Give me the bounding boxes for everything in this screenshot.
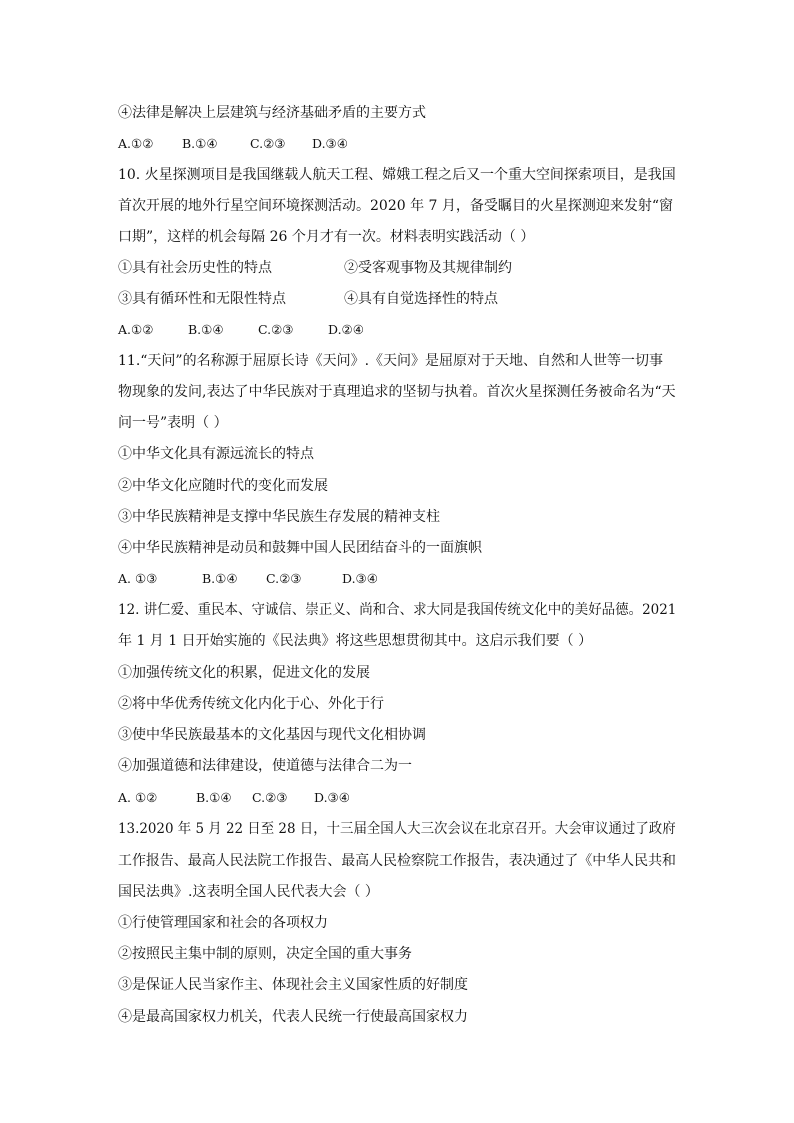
choice-a: A. ①② [118,790,158,805]
option-text: ①加强传统文化的积累，促进文化的发展 [118,665,370,681]
option-text: ④中华民族精神是动员和鼓舞中国人民团结奋斗的一面旗帜 [118,540,482,556]
question-text: 首次开展的地外行星空间环境探测活动。2020 年 7 月，备受瞩目的火星探测迎来发射“窗 [118,198,674,214]
question-text: 物现象的发问,表达了中华民族对于真理追求的坚韧与执着。首次火星探测任务被命名为“天 [118,384,676,400]
option-text: ②按照民主集中制的原则，决定全国的重大事务 [118,946,412,962]
option-pair [118,258,512,278]
choice-c: C.②③ [250,136,286,151]
option-text: ①具有社会历史性的特点 [118,260,272,276]
choice-a: A. ①③ [118,571,158,586]
option-text: ②受客观事物及其规律制约 [344,260,512,276]
option-pair [118,289,498,309]
option-text: ①中华文化具有源远流长的特点 [118,446,314,462]
question-text: 11.“天问”的名称源于屈原长诗《天问》.《天问》是屈原对于天地、自然和人世等一切事 [118,353,664,369]
choice-b: B.①④ [182,136,218,151]
answer-choices [118,134,348,154]
answer-choices [118,320,364,340]
choice-b: B.①④ [202,571,238,586]
choice-a: A.①② [118,136,154,151]
question-text: 12. 讲仁爱、重民本、守诚信、崇正义、尚和合、求大同是我国传统文化中的美好品德。2021 [118,602,677,618]
choice-c: C.②③ [252,790,288,805]
option-text: ④法律是解决上层建筑与经济基础矛盾的主要方式 [118,105,426,121]
choice-a: A.①② [118,322,154,337]
option-text: ①行使管理国家和社会的各项权力 [118,915,328,931]
option-text: ③中华民族精神是支撑中华民族生存发展的精神支柱 [118,509,440,525]
question-text: 年 1 月 1 日开始实施的《民法典》将这些思想贯彻其中。这启示我们要（ ） [118,633,593,649]
question-text: 工作报告、最高人民法院工作报告、最高人民检察院工作报告，表决通过了《中华人民共和 [118,853,676,869]
choice-b: B.①④ [196,790,232,805]
choice-d: D.③④ [314,790,350,805]
choice-c: C.②③ [266,571,302,586]
choice-b: B.①④ [188,322,224,337]
answer-choices [118,788,350,808]
option-text: ④加强道德和法律建设，使道德与法律合二为一 [118,758,412,774]
question-text: 13.2020 年 5 月 22 日至 28 日，十三届全国人大三次会议在北京召开。大会审议通过了政府 [118,821,676,837]
question-text: 国民法典》.这表明全国人民代表大会（ ） [118,884,379,900]
option-text: ②中华文化应随时代的变化而发展 [118,478,328,494]
option-text: ④具有自觉选择性的特点 [344,291,498,307]
option-text: ②将中华优秀传统文化内化于心、外化于行 [118,696,384,712]
answer-choices [118,569,378,589]
question-text: 问一号”表明（ ） [118,415,228,431]
option-text: ④是最高国家权力机关，代表人民统一行使最高国家权力 [118,1009,468,1025]
choice-d: D.②④ [328,322,364,337]
question-text: 10. 火星探测项目是我国继载人航天工程、嫦娥工程之后又一个重大空间探索项目，是我国 [118,167,676,183]
option-text: ③具有循环性和无限性特点 [118,291,286,307]
choice-c: C.②③ [258,322,294,337]
question-text: 口期”，这样的机会每隔 26 个月才有一次。材料表明实践活动（ ） [118,229,535,245]
choice-d: D.③④ [342,571,378,586]
option-text: ③使中华民族最基本的文化基因与现代文化相协调 [118,727,426,743]
option-text: ③是保证人民当家作主、体现社会主义国家性质的好制度 [118,977,468,993]
choice-d: D.③④ [312,136,348,151]
